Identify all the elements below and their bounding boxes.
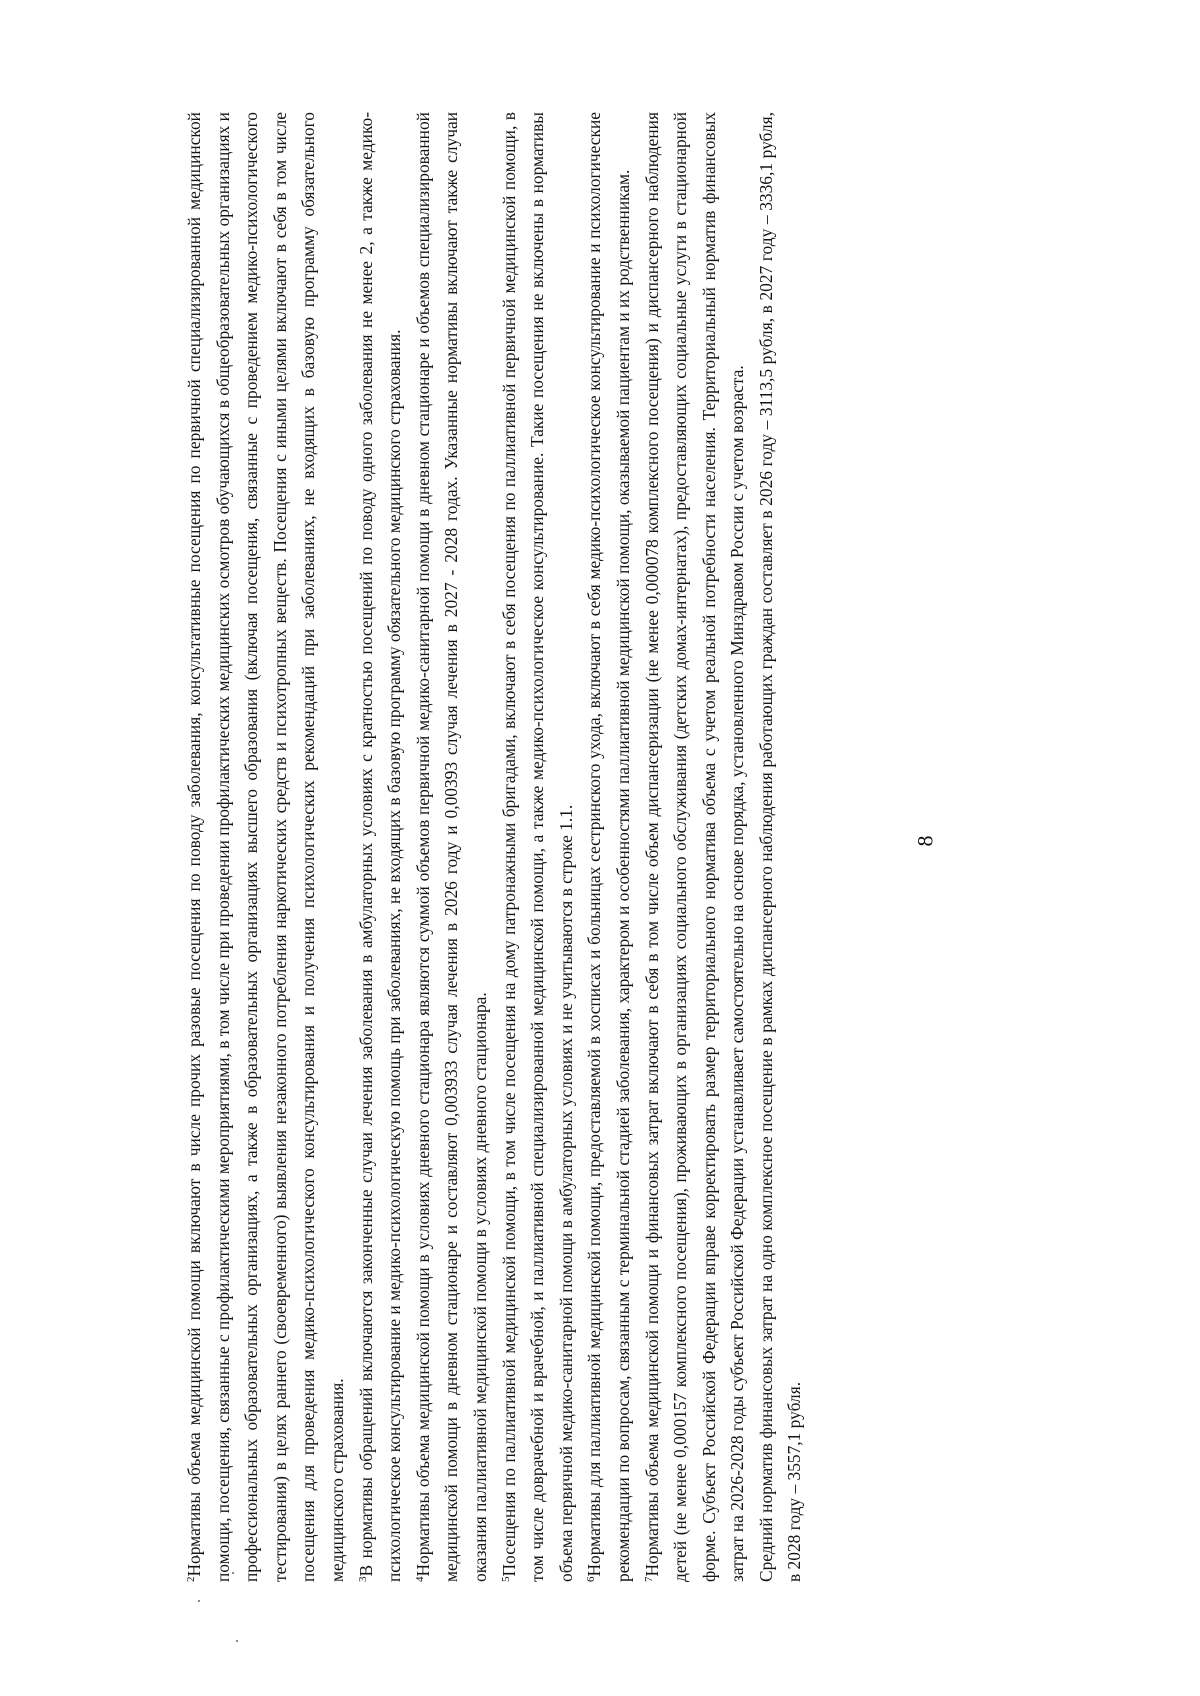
- footnote-marker: 2: [185, 1576, 197, 1582]
- footnote-text: Нормативы объема медицинской помощи в условиях дневного стационара являются суммой объемов первичной медико-санитарной помощи в дневном стационаре и объемов специализированной медицинской помощи в дневном стационаре и составляют 0,003933 случая лечения в 2026 году и 0,00393 случая лечения в 2027 - 2028 годах. Указанные нормативы включают также случаи оказания паллиативной медицинской помощи в условиях дневного стационара.: [412, 112, 490, 1582]
- scan-speck: [236, 1640, 238, 1642]
- paragraph-text: Средний норматив финансовых затрат на одно комплексное посещение в рамках диспансерного наблюдения работающих граждан составляет в 2026 году – 3113,5 рубля, в 2027 году – 3336,1 рубля, в 2028 году – 3557,1 рубля.: [755, 112, 805, 1582]
- footnote-marker: 4: [413, 1576, 426, 1582]
- footnote-marker: 7: [642, 1576, 655, 1582]
- footnote-marker: 5: [499, 1576, 512, 1582]
- footnote-text: Нормативы для паллиативной медицинской помощи, предоставляемой в хосписах и больницах сестринского ухода, включают в себя медико-психологическое консультирование и психологические рекомендации по вопросам, связанным с терминальной стадией заболевания, характером и особенностями паллиативной медицинской помощи, оказываемой пациентам и их родственникам.: [584, 112, 633, 1582]
- footnote-2: [180, 112, 352, 1582]
- footnote-text: Нормативы объема медицинской помощи включают в числе прочих разовые посещения по поводу заболевания, консультативные посещения по первичной специализированной медицинской помощи, посещения, связанные с профилактическими мероприятиями, в том числе при проведении профилактических медицинских осмотров обучающихся в общеобразовательных организациях и профессиональных образовательных организациях, а также в образовательных организациях высшего образования (включая посещения, связанные с проведением медико-психологического тестирования) в целях раннего (своевременного) выявления незаконного потребления наркотических средств и психотропных веществ. Посещения с иными целями включают в себя в том числе посещения для проведения медико-психологического консультирования и получения психологических рекомендаций при заболеваниях, не входящих в базовую программу обязательного медицинского страхования.: [184, 112, 347, 1582]
- footnote-6: [580, 112, 637, 1582]
- footnote-text: В нормативы обращений включаются законченные случаи лечения заболевания в амбулаторных условиях с кратностью посещений по поводу одного заболевания не менее 2, а также медико-психологическое консультирование и медико-психологическую помощь при заболеваниях, не входящих в базовую программу обязательного медицинского страхования.: [355, 112, 405, 1582]
- footnote-5: [495, 112, 581, 1582]
- footnote-3: [352, 112, 409, 1582]
- footnote-text: Нормативы объема медицинской помощи и финансовых затрат включают в себя в том числе объем диспансеризации (не менее 0,000078 комплексного посещения) и диспансерного наблюдения детей (не менее 0,000157 комплексного посещения), проживающих в организациях социального обслуживания (детских домах-интернатах), предоставляющих социальные услуги в стационарной форме. Субъект Российской Федерации вправе корректировать размер территориального норматива объема с учетом реальной потребности населения. Территориальный норматив финансовых затрат на 2026-2028 годы субъект Российской Федерации устанавливает самостоятельно на основе порядка, установленного Минздравом России с учетом возраста.: [641, 112, 748, 1582]
- footnote-marker: 6: [585, 1576, 598, 1582]
- scan-speck: [198, 1600, 200, 1602]
- footnote-7: [638, 112, 752, 1582]
- average-cost-paragraph: [752, 112, 809, 1582]
- page-number: 8: [912, 835, 938, 847]
- footnote-text: Посещения по паллиативной медицинской помощи, в том числе посещения на дому патронажными бригадами, включают в себя посещения по паллиативной первичной медицинской помощи, в том числе доврачебной и врачебной, и паллиативной специализированной медицинской помощи, а также медико-психологическое консультирование. Такие посещения не включены в нормативы объема первичной медико-санитарной помощи в амбулаторных условиях и не учитываются в строке 1.1.: [498, 112, 576, 1582]
- footnotes-block: [180, 112, 1000, 1582]
- footnote-4: [409, 112, 495, 1582]
- footnote-marker: 3: [356, 1576, 369, 1582]
